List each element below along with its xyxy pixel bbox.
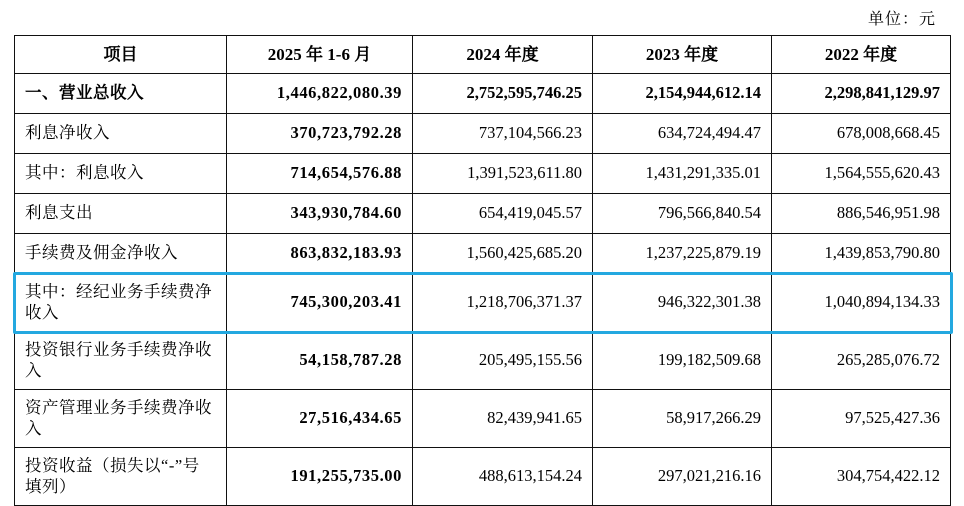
table-row — [15, 448, 951, 506]
row-value-2022: 886,546,951.98 — [772, 194, 951, 234]
unit-note: 单位：元 — [867, 11, 936, 28]
column-header-2024: 2024 年度 — [413, 36, 593, 74]
row-value-2022: 1,439,853,790.80 — [772, 234, 951, 274]
table-header — [15, 36, 951, 74]
row-value-2024: 654,419,045.57 — [413, 194, 593, 234]
row-value-2025h1: 191,255,735.00 — [227, 448, 413, 506]
row-value-2025h1: 745,300,203.41 — [227, 274, 413, 332]
row-label: 其中：经纪业务手续费净收入 — [15, 274, 227, 332]
row-value-2022: 1,040,894,134.33 — [772, 274, 951, 332]
row-value-2022: 304,754,422.12 — [772, 448, 951, 506]
table-row-highlighted — [15, 274, 951, 332]
row-label: 投资收益（损失以“-”号填列） — [15, 448, 227, 506]
row-value-2024: 1,218,706,371.37 — [413, 274, 593, 332]
row-label: 资产管理业务手续费净收入 — [15, 390, 227, 448]
row-value-2023: 1,431,291,335.01 — [593, 154, 772, 194]
row-value-2024: 205,495,155.56 — [413, 332, 593, 390]
table-row — [15, 74, 951, 114]
row-value-2025h1: 714,654,576.88 — [227, 154, 413, 194]
column-header-item: 项目 — [15, 36, 227, 74]
row-value-2023: 796,566,840.54 — [593, 194, 772, 234]
row-value-2023: 634,724,494.47 — [593, 114, 772, 154]
row-value-2023: 297,021,216.16 — [593, 448, 772, 506]
column-header-2022: 2022 年度 — [772, 36, 951, 74]
row-value-2022: 265,285,076.72 — [772, 332, 951, 390]
column-header-2023: 2023 年度 — [593, 36, 772, 74]
row-value-2022: 1,564,555,620.43 — [772, 154, 951, 194]
row-value-2024: 737,104,566.23 — [413, 114, 593, 154]
row-value-2024: 2,752,595,746.25 — [413, 74, 593, 114]
row-value-2024: 1,560,425,685.20 — [413, 234, 593, 274]
table-row — [15, 332, 951, 390]
row-value-2023: 2,154,944,612.14 — [593, 74, 772, 114]
row-value-2023: 946,322,301.38 — [593, 274, 772, 332]
row-value-2024: 82,439,941.65 — [413, 390, 593, 448]
table-row — [15, 194, 951, 234]
row-value-2023: 1,237,225,879.19 — [593, 234, 772, 274]
row-value-2025h1: 343,930,784.60 — [227, 194, 413, 234]
row-label: 利息支出 — [15, 194, 227, 234]
row-value-2022: 97,525,427.36 — [772, 390, 951, 448]
table-row — [15, 234, 951, 274]
table-row — [15, 114, 951, 154]
row-value-2025h1: 1,446,822,080.39 — [227, 74, 413, 114]
row-value-2024: 488,613,154.24 — [413, 448, 593, 506]
financial-table — [14, 35, 951, 506]
row-label: 一、营业总收入 — [15, 74, 227, 114]
row-value-2024: 1,391,523,611.80 — [413, 154, 593, 194]
column-header-2025h1: 2025 年 1-6 月 — [227, 36, 413, 74]
row-value-2025h1: 54,158,787.28 — [227, 332, 413, 390]
row-value-2025h1: 370,723,792.28 — [227, 114, 413, 154]
row-value-2022: 2,298,841,129.97 — [772, 74, 951, 114]
table-header-row — [15, 36, 951, 74]
table-body — [15, 74, 951, 506]
row-value-2025h1: 863,832,183.93 — [227, 234, 413, 274]
row-label: 利息净收入 — [15, 114, 227, 154]
row-label: 手续费及佣金净收入 — [15, 234, 227, 274]
row-label: 其中：利息收入 — [15, 154, 227, 194]
row-value-2023: 58,917,266.29 — [593, 390, 772, 448]
row-value-2023: 199,182,509.68 — [593, 332, 772, 390]
table-row — [15, 390, 951, 448]
row-value-2022: 678,008,668.45 — [772, 114, 951, 154]
row-label: 投资银行业务手续费净收入 — [15, 332, 227, 390]
table-row — [15, 154, 951, 194]
row-value-2025h1: 27,516,434.65 — [227, 390, 413, 448]
